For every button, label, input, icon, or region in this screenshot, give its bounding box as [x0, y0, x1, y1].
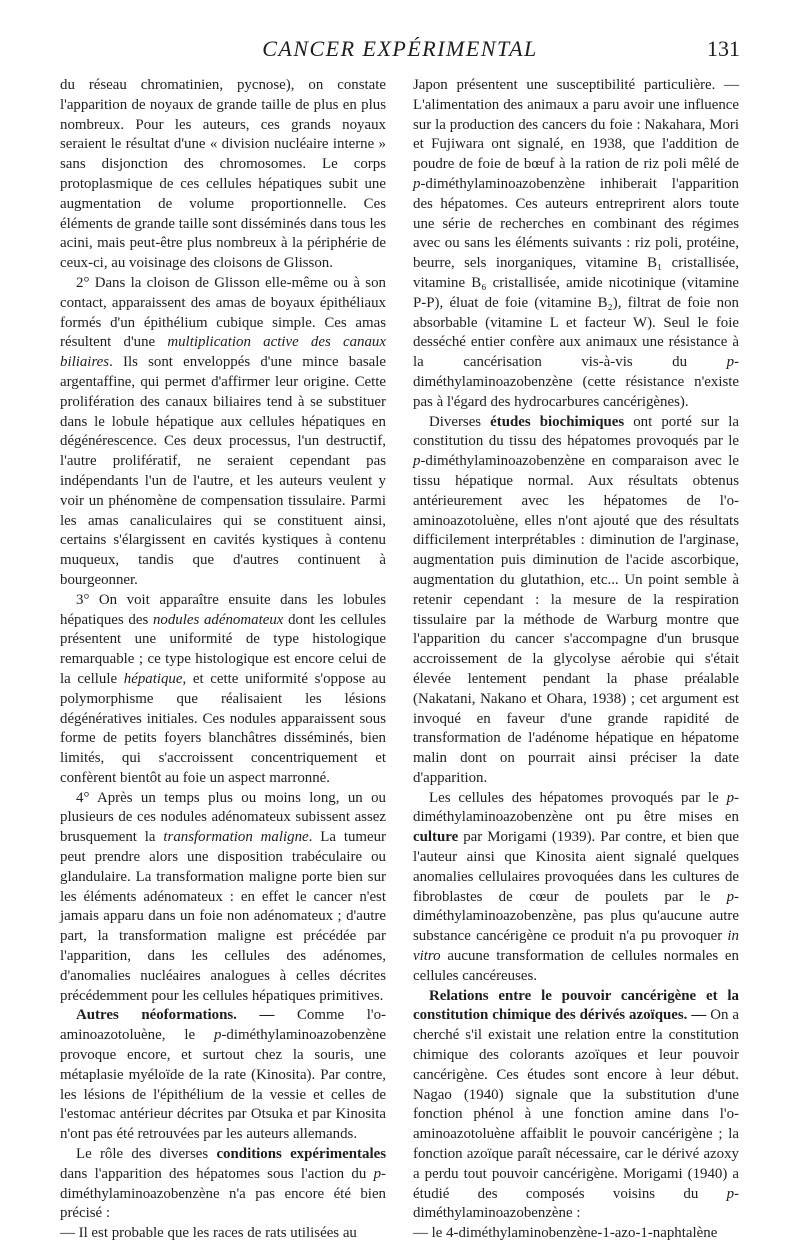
paragraph: Autres néoformations. — Comme l'o-aminoazotoluène, le p-diméthylaminoazobenzène provoque encore, et surtout chez la souris, une métaplasie myéloïde de la rate (Kinosita). Par contre, les lésions de l'épithélium de la vessie et celles de l'estomac antérieur décrites par Otsuka et par Kinosita n'ont pas été retrouvées par les auteurs allemands. — [60, 1007, 386, 1143]
paragraph: du réseau chromatinien, pycnose), on constate l'apparition de noyaux de grande taille de plus en plus nombreux. Pour les auteurs, ces grands noyaux seraient le résultat d'une « division nucléaire interne » sans disjonction des chromosomes. Le corps protoplasmique de ces cellules hépatiques subit une augmentation de volume proportionnelle. Ces éléments de grande taille sont disséminés dans tous les acini, mais peut-être plus nombreux à la périphérie de ceux-ci, au voisinage des cloisons de Glisson. — [60, 77, 386, 272]
paragraph: Diverses études biochimiques ont porté sur la constitution du tissu des hépatomes provoqués par le p-diméthylaminoazobenzène en comparaison avec le tissu hépatique normal. Aux résultats obtenus antérieurement avec les hépatomes de l'o-aminoazotoluène, elles n'ont ajouté que des résultats difficilement interprétables : diminution de l'arginase, augmentation puis diminution de l'acide ascorbique, augmentation du glutathion, etc... Un point semble à retenir cependant : la mesure de la respiration tissulaire par la méthode de Warburg montre que l'apparition du cancer s'accompagne d'un brusque accroissement de la glycolyse aérobie qui s'était élevée lentement pendant la phase préalable (Nakatani, Nakano et Ohara, 1938) ; cet argument est invoqué en faveur d'une grande rapidité de transformation de l'adénome hépatique en hépatome malin dont on pourrait ainsi préciser la date d'apparition. — [413, 413, 739, 786]
paragraph: 3° On voit apparaître ensuite dans les lobules hépatiques des nodules adénomateux dont les cellules présentent une uniformité de type histologique remarquable ; ce type histologique est encore celui de la cellule hépatique, et cette uniformité s'oppose au polymorphisme que réalisaient les lésions dégénératives initiales. Ces nodules apparaissent sous forme de petits foyers blanchâtres disséminés, bien limités, qui s'accroissent concentriquement et confèrent bientôt au foie un aspect marronné. — [60, 591, 386, 786]
paragraph: — le 4-diméthylaminobenzène-1-azo-1-naphtalène — [413, 1225, 718, 1242]
section-heading: Autres néoformations. — — [76, 1007, 275, 1024]
section-heading: Relations entre le pouvoir cancérigène et la constitution chimique des dérivés azoïques. — — [413, 987, 739, 1024]
page-header — [60, 36, 740, 66]
paragraph: Le rôle des diverses conditions expérimentales dans l'apparition des hépatomes sous l'action du p-diméthylaminoazobenzène n'a pas encore été bien précisé : — [60, 1146, 386, 1222]
paragraph: — Il est probable que les races de rats utilisées au — [60, 1225, 357, 1242]
paragraph: 2° Dans la cloison de Glisson elle-même ou à son contact, apparaissent des amas de boyaux épithéliaux formés d'un épithélium cubique simple. Ces amas résultent d'une multiplication active des canaux biliaires. Ils sont enveloppés d'une mince basale argentaffine, qui permet d'affirmer leur origine. Cette prolifération des canaux biliaires tend à se substituer dans le lobule hépatique aux cellules hépatiques en dégénérescence. Ces deux processus, l'un destructif, l'autre prolifératif, ne seraient cependant pas indépendants l'un de l'autre, et les auteurs veulent y voir un phénomène de compensation tissulaire. Parmi les amas canaliculaires qui se constituent ainsi, certains s'élargissent en cavités kystiques à contenu muqueux, tandis que d'autres continuent à bourgeonner. — [60, 274, 386, 588]
running-title: CANCER EXPÉRIMENTAL — [262, 36, 538, 61]
paragraph: 4° Après un temps plus ou moins long, un ou plusieurs de ces nodules adénomateux subissent assez brusquement la transformation maligne. La tumeur peut prendre alors une disposition trabéculaire ou glandulaire. La transformation maligne porte bien sur les éléments adénomateux : en effet le cancer n'est jamais apparu dans un foie non adénomateux ; d'autre part, la transformation maligne est précédée par l'apparition, dans les cellules des adénomes, d'anomalies nucléaires analogues à celles décrites précédemment pour les cellules hépatiques primitives. — [60, 789, 386, 1004]
paragraph: Relations entre le pouvoir cancérigène et la constitution chimique des dérivés azoïques. — On a cherché s'il existait une relation entre la constitution chimique des colorants azoïques et leur pouvoir cancérigène. Ces études sont encore à leur début. Nagao (1940) signale que la substitution d'une fonction phénol à une fonction amine dans l'o-aminoazotoluène affaiblit le pouvoir cancérigène ; la fonction azoïque paraît nécessaire, car le dérivé azoxy a perdu tout pouvoir cancérigène. Morigami (1940) a étudié des composés voisins du p-diméthylaminoazobenzène : — [413, 987, 739, 1222]
left-column — [60, 76, 386, 1244]
right-column — [413, 76, 739, 1244]
paragraph: Japon présentent une susceptibilité particulière. — L'alimentation des animaux a paru avoir une influence sur la production des cancers du foie : Nakahara, Mori et Fujiwara ont signalé, en 1938, que l'addition de poudre de foie de bœuf à la ration de riz poli mêlé de p-diméthylaminoazobenzène inhiberait l'apparition des hépatomes. Ces auteurs entreprirent alors toute une série de recherches en combinant des régimes avec ou sans les éléments suivants : riz poli, protéine, beurre, sels inorganiques, vitamine B₁ cristallisée, vitamine B₆ cristallisée, amide nicotinique (vitamine P-P), éluat de foie (vitamine B₂), filtrat de foie non absorbable (vitamine L et facteur W). Seul le foie desséché entier confère aux animaux une résistance à la cancérisation vis-à-vis du p-diméthylaminoazobenzène (cette résistance n'existe pas à l'égard des hydrocarbures cancérigènes). — [413, 77, 739, 410]
page-number: 131 — [707, 36, 740, 61]
paragraph: Les cellules des hépatomes provoqués par le p-diméthylaminoazobenzène ont pu être mises en culture par Morigami (1939). Par contre, et bien que l'auteur ainsi que Kinosita aient signalé quelques anomalies cellulaires provoquées dans les cultures de fibroblastes de cœur de poulets par le p-diméthylaminoazobenzène, pas plus qu'aucune autre substance cancérigène ce produit n'a pu provoquer in vitro aucune transformation de cellules normales en cellules cancéreuses. — [413, 789, 739, 984]
